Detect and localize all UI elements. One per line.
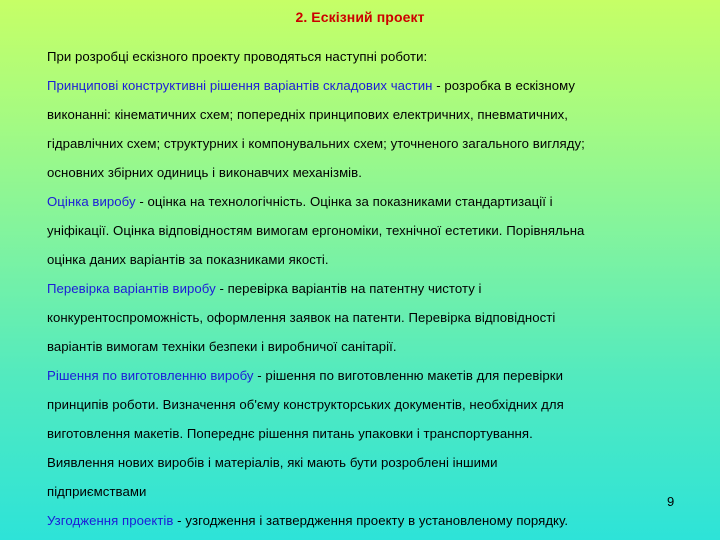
section-4-text: - рішення по виготовленню макетів для перевірки	[253, 368, 563, 383]
slide-title: 2. Ескізний проект	[295, 9, 425, 25]
section-4-line-5: підприємствами	[47, 484, 147, 499]
section-5-heading: Узгодження проектів	[47, 513, 174, 528]
section-2-line-3: оцінка даних варіантів за показниками якості.	[47, 252, 329, 267]
section-4-line-3: виготовлення макетів. Попереднє рішення питань упаковки і транспортування.	[47, 426, 533, 441]
section-4-heading: Рішення по виготовленню виробу	[47, 368, 254, 383]
section-4-line-4: Виявлення нових виробів і матеріалів, які мають бути розроблені іншими	[47, 455, 498, 470]
section-1-line-1	[47, 71, 697, 100]
section-1-heading: Принципові конструктивні рішення варіантів складових частин	[47, 78, 433, 93]
section-2-text: - оцінка на технологічність. Оцінка за показниками стандартизації і	[135, 194, 553, 209]
section-5-line-1	[47, 506, 697, 535]
section-3-line-2: конкурентоспроможність, оформлення заявок на патенти. Перевірка відповідності	[47, 310, 556, 325]
section-3-line-1	[47, 274, 697, 303]
section-1-line-2: виконанні: кінематичних схем; попередніх принципових електричних, пневматичних,	[47, 107, 568, 122]
section-1-line-4: основних збірних одиниць і виконавчих механізмів.	[47, 165, 362, 180]
intro-text: При розробці ескізного проекту проводяться наступні роботи:	[47, 49, 428, 64]
section-3-heading: Перевірка варіантів виробу	[47, 281, 216, 296]
section-3-text: - перевірка варіантів на патентну чистоту і	[215, 281, 482, 296]
section-2-line-1	[47, 187, 697, 216]
section-2-heading: Оцінка виробу	[47, 194, 136, 209]
section-2-line-2: уніфікації. Оцінка відповідностям вимогам ергономіки, технічної естетики. Порівняльна	[47, 223, 585, 238]
section-1-text: - розробка в ескізному	[432, 78, 575, 93]
section-5-text: - узгодження і затвердження проекту в установленому порядку.	[173, 513, 569, 528]
section-3-line-3: варіантів вимогам техніки безпеки і виробничої санітарії.	[47, 339, 397, 354]
page-number: 9	[667, 494, 675, 509]
section-4-line-2: принципів роботи. Визначення об'єму конструкторських документів, необхідних для	[47, 397, 564, 412]
slide-body	[47, 42, 697, 535]
section-1-line-3: гідравлічних схем; структурних і компонувальних схем; уточненого загального вигляду;	[47, 136, 585, 151]
section-4-line-1	[47, 361, 697, 390]
